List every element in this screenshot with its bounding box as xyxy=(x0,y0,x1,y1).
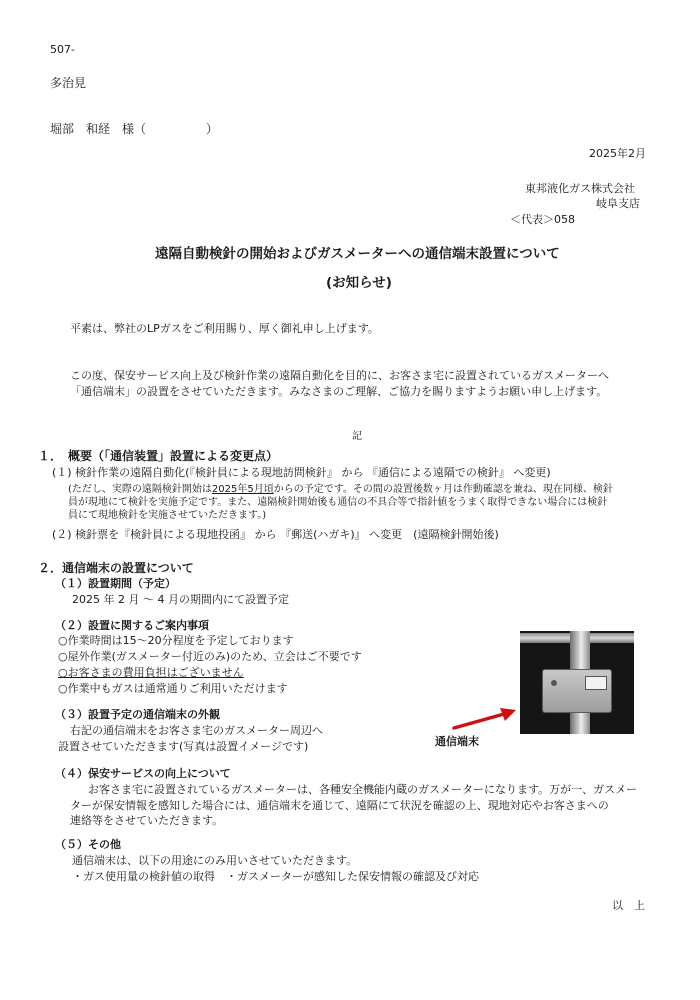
device-label-plate xyxy=(585,676,607,690)
guide-bullet-3: ○お客さまの費用負担はございません xyxy=(58,666,244,679)
other-line-1: 通信端末は、以下の用途にのみ用いさせていただきます。 xyxy=(72,854,358,867)
section-1-item-1: (１) 検針作業の遠隔自動化(『検針員による現地訪問検針』 から 『通信による遠隔での検針』 へ変更) xyxy=(52,466,551,479)
contact-phone: ＜代表＞058 xyxy=(510,213,575,226)
document-subtitle: (お知らせ) xyxy=(326,275,392,291)
ki-mark: 記 xyxy=(352,431,362,442)
closing-mark: 以 上 xyxy=(612,899,645,912)
intro-line-2: 「通信端末」の設置をさせていただきます。みなさまのご理解、ご協力を賜りますようお願い申し上げます。 xyxy=(70,385,608,398)
section-1-note-2: 員が現地にて検針を実施予定です。また、遠隔検針開始後も通信の不具合等で指針値をうまく取得できない場合には検針 xyxy=(68,497,608,508)
recipient-city: 多治見 xyxy=(50,76,87,90)
postal-code: 507- xyxy=(50,43,75,56)
communication-terminal-photo xyxy=(520,631,634,734)
guide-bullet-4: ○作業中もガスは通常通りご利用いただけます xyxy=(58,682,288,695)
company-name: 東邦液化ガス株式会社 xyxy=(525,182,635,195)
section-2-sub-3: （３）設置予定の通信端末の外観 xyxy=(55,708,220,721)
section-2-sub-2: （２）設置に関するご案内事項 xyxy=(55,619,209,632)
note-prefix: (ただし、実際の遠隔検針開始は xyxy=(68,484,212,495)
section-2-sub-1: （１）設置期間（予定） xyxy=(55,577,176,590)
document-title: 遠隔自動検針の開始およびガスメーターへの通信端末設置について xyxy=(155,246,560,262)
terminal-device xyxy=(542,669,612,713)
device-indicator xyxy=(551,680,557,686)
other-line-2: ・ガス使用量の検針値の取得 ・ガスメーターが感知した保安情報の確認及び対応 xyxy=(72,870,479,883)
installation-period: 2025 年 2 月 ～ 4 月の期間内にて設置予定 xyxy=(72,593,289,606)
appearance-line-2: 設置させていただきます(写真は設置イメージです) xyxy=(58,740,309,753)
greeting-text: 平素は、弊社のLPガスをご利用賜り、厚く御礼申し上げます。 xyxy=(70,322,379,335)
photo-caption: 通信端末 xyxy=(435,735,479,748)
note-suffix: からの予定です。その間の設置後数ヶ月は作動確認を兼ね、現在同様、検針 xyxy=(273,484,613,495)
safety-line-2: ターが保安情報を感知した場合には、通信端末を通じて、遠隔にて状況を確認の上、現地対応やお客さまへの xyxy=(70,799,609,812)
guide-bullet-1: ○作業時間は15～20分程度を予定しております xyxy=(58,634,294,647)
section-1-item-2: (２) 検針票を『検針員による現地投函』 から 『郵送(ハガキ)』 へ変更 (遠隔検針開始後) xyxy=(52,528,499,541)
section-2-sub-4: （４）保安サービスの向上について xyxy=(55,767,231,780)
section-1-heading: １． 概要（「通信装置」設置による変更点） xyxy=(38,449,279,463)
letter-date: 2025年2月 xyxy=(589,147,646,160)
safety-line-3: 連絡等をさせていただきます。 xyxy=(70,814,224,827)
intro-line-1: この度、保安サービス向上及び検針作業の遠隔自動化を目的に、お客さま宅に設置されているガスメーターへ xyxy=(70,369,609,382)
branch-name: 岐阜支店 xyxy=(596,197,640,210)
start-date-underlined: 2025年5月頃 xyxy=(211,484,274,495)
section-1-note-3: 員にて現地検針を実施させていただきます。) xyxy=(68,510,267,521)
section-2-heading: ２．通信端末の設置について xyxy=(38,561,194,575)
safety-line-1: お客さま宅に設置されているガスメーターは、各種安全機能内蔵のガスメーターになります。万が一、ガスメー xyxy=(88,783,638,796)
guide-bullet-2: ○屋外作業(ガスメーター付近のみ)のため、立会はご不要です xyxy=(58,650,362,663)
section-2-sub-5: （５）その他 xyxy=(55,838,121,851)
appearance-line-1: 右記の通信端末をお客さま宅のガスメーター周辺へ xyxy=(70,724,323,737)
red-arrow-icon xyxy=(450,706,520,732)
recipient-name: 堀部 和経 様（ ） xyxy=(50,122,219,136)
